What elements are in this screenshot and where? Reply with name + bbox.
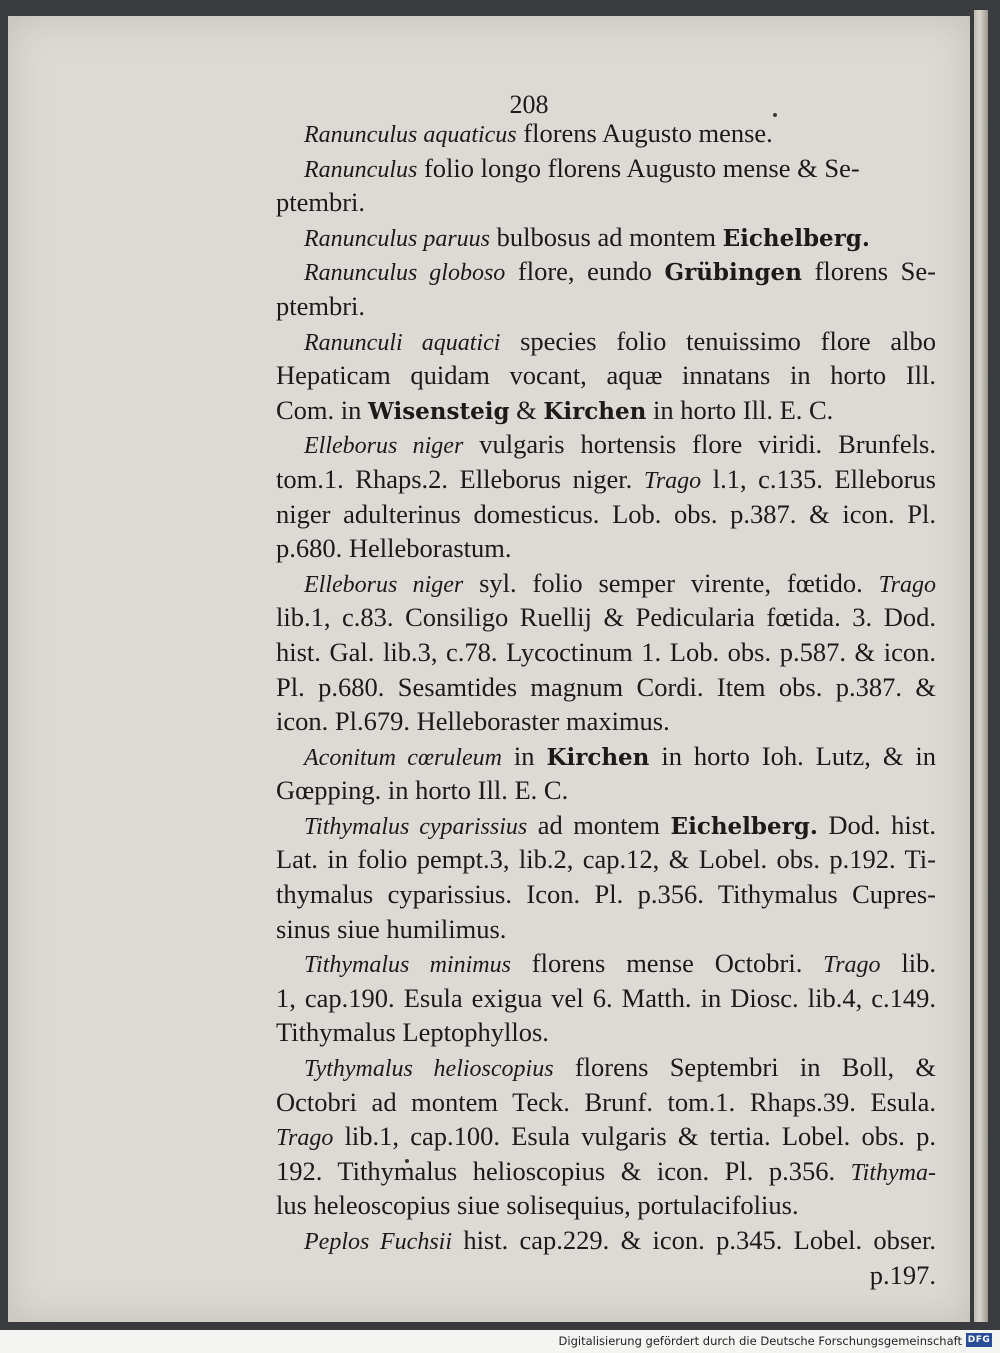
text-segment: 192. Tithymalus helioscopius & icon. Pl. p.356. <box>276 1155 851 1186</box>
text-line <box>276 1223 936 1258</box>
blackletter-place-name: Wisensteig <box>368 397 510 425</box>
text-line <box>276 324 936 359</box>
text-line <box>276 635 936 670</box>
text-segment: florens Augusto mense. <box>516 118 773 148</box>
text-line <box>276 427 936 462</box>
italic-term: Tithyma- <box>850 1159 936 1186</box>
text-segment: hist. cap.229. & icon. p.345. Lobel. obser. <box>452 1225 936 1255</box>
text-line <box>276 1015 936 1050</box>
text-line <box>276 1119 936 1154</box>
text-segment: Dod. hist. <box>817 809 936 840</box>
text-segment: lus heleoscopius siue solisequius, portulacifolius. <box>276 1190 799 1221</box>
text-line <box>276 670 936 705</box>
text-segment: in <box>501 740 547 771</box>
text-line <box>276 289 936 324</box>
text-segment: vulgaris hortensis flore viridi. Brunfels. <box>463 429 936 460</box>
text-line <box>276 497 936 532</box>
blackletter-place-name: Grübingen <box>664 259 802 287</box>
text-line <box>276 358 936 393</box>
text-block <box>276 116 936 1292</box>
text-segment: icon. Pl.679. Helleboraster maximus. <box>276 706 670 737</box>
footer-credit: Digitalisierung gefördert durch die Deutsche Forschungsgemeinschaft <box>558 1334 962 1348</box>
text-segment: in horto Ioh. Lutz, & in <box>649 740 936 771</box>
page-number: 208 <box>509 90 549 119</box>
italic-term: Ranunculus paruus <box>304 225 490 252</box>
text-segment: Octobri ad montem Teck. Brunf. tom.1. Rhaps.39. Esula. <box>276 1086 936 1117</box>
italic-term: Ranunculus aquaticus <box>304 122 517 148</box>
text-segment: syl. folio semper virente, fœtido. <box>463 567 879 598</box>
italic-term: Trago <box>276 1125 334 1152</box>
page-edge <box>974 10 988 1322</box>
text-line <box>276 220 936 255</box>
italic-term: Tithymalus cyparissius <box>304 813 528 840</box>
text-segment: lib.1, c.83. Consiligo Ruellij & Pedicularia fœtida. 3. Dod. <box>276 602 936 633</box>
text-segment: & <box>509 394 544 425</box>
text-line <box>276 946 936 981</box>
text-segment: p.680. Helleborastum. <box>276 533 512 564</box>
text-line <box>276 704 936 739</box>
text-line <box>276 842 936 877</box>
blackletter-place-name: Eichelberg. <box>670 812 818 840</box>
text-segment: sinus siue humilimus. <box>276 913 507 944</box>
text-line <box>276 739 936 774</box>
text-segment: Tithymalus Leptophyllos. <box>276 1017 549 1048</box>
text-segment: flore, eundo <box>505 256 665 287</box>
text-segment: ptembri. <box>276 187 366 218</box>
text-segment: l.1, c.135. Elleborus <box>701 463 936 494</box>
text-line <box>276 1085 936 1120</box>
text-segment: Gœpping. in horto Ill. E. C. <box>276 775 569 806</box>
text-line <box>276 254 936 289</box>
text-line <box>276 1258 936 1293</box>
text-segment: florens mense Octobri. <box>510 948 824 979</box>
text-segment: Com. in <box>276 394 369 425</box>
text-line <box>276 1188 936 1223</box>
text-segment: niger adulterinus domesticus. Lob. obs. p.387. & icon. Pl. <box>276 498 936 529</box>
text-line <box>276 116 936 151</box>
text-line <box>276 773 936 808</box>
text-segment: Pl. p.680. Sesamtides magnum Cordi. Item obs. p.387. & <box>276 671 936 702</box>
text-segment: bulbosus ad montem <box>490 221 723 252</box>
text-line <box>276 877 936 912</box>
text-segment: tom.1. Rhaps.2. Elleborus niger. <box>276 463 644 494</box>
blackletter-place-name: Kirchen <box>546 743 650 771</box>
text-line <box>276 462 936 497</box>
italic-term: Tithymalus minimus <box>304 952 511 979</box>
text-segment: lib.1, cap.100. Esula vulgaris & tertia. Lobel. obs. p. <box>333 1121 936 1152</box>
text-line <box>276 531 936 566</box>
text-line <box>276 393 936 428</box>
text-line <box>276 1154 936 1189</box>
text-segment: hist. Gal. lib.3, c.78. Lycoctinum 1. Lob. obs. p.587. & icon. <box>276 636 936 667</box>
italic-term: Tythymalus helioscopius <box>304 1056 554 1083</box>
italic-term: Elleborus niger <box>304 433 464 460</box>
italic-term: Ranunculus <box>304 156 418 183</box>
text-segment: 1, cap.190. Esula exigua vel 6. Matth. in Diosc. lib.4, c.149. <box>276 982 936 1013</box>
italic-term: Peplos Fuchsii <box>304 1229 452 1255</box>
text-segment: thymalus cyparissius. Icon. Pl. p.356. Tithymalus Cupres- <box>276 879 936 910</box>
italic-term: Trago <box>643 467 702 494</box>
italic-term: Trago <box>878 571 936 598</box>
text-segment: florens Se- <box>801 256 936 287</box>
text-segment: Hepaticam quidam vocant, aquæ innatans in horto Ill. <box>276 360 936 391</box>
text-line <box>276 1050 936 1085</box>
text-segment: lib. <box>880 948 936 979</box>
text-segment: Lat. in folio pempt.3, lib.2, cap.12, & Lobel. obs. p.192. Ti- <box>276 844 936 875</box>
text-line <box>276 151 936 186</box>
italic-term: Elleborus niger <box>304 571 464 598</box>
text-segment: p.197. <box>869 1259 936 1290</box>
text-segment: ad montem <box>527 809 671 840</box>
text-line <box>276 185 936 220</box>
text-segment: florens Septembri in Boll, & <box>553 1052 936 1083</box>
italic-term: Ranunculi aquatici <box>304 329 501 356</box>
text-line <box>276 981 936 1016</box>
text-line <box>276 912 936 947</box>
text-line <box>276 600 936 635</box>
text-segment: ptembri. <box>276 290 366 321</box>
text-line <box>276 566 936 601</box>
text-segment: in horto Ill. E. C. <box>646 394 834 425</box>
blackletter-place-name: Eichelberg. <box>722 224 870 252</box>
italic-term: Ranunculus globoso <box>304 260 506 287</box>
text-line <box>276 808 936 843</box>
text-segment: species folio tenuissimo flore albo <box>500 325 936 356</box>
dfg-logo-icon: DFG <box>967 1335 991 1345</box>
text-segment: folio longo florens Augusto mense & Se- <box>417 152 860 183</box>
italic-term: Aconitum cœruleum <box>304 744 502 771</box>
italic-term: Trago <box>823 952 881 979</box>
blackletter-place-name: Kirchen <box>543 397 647 425</box>
